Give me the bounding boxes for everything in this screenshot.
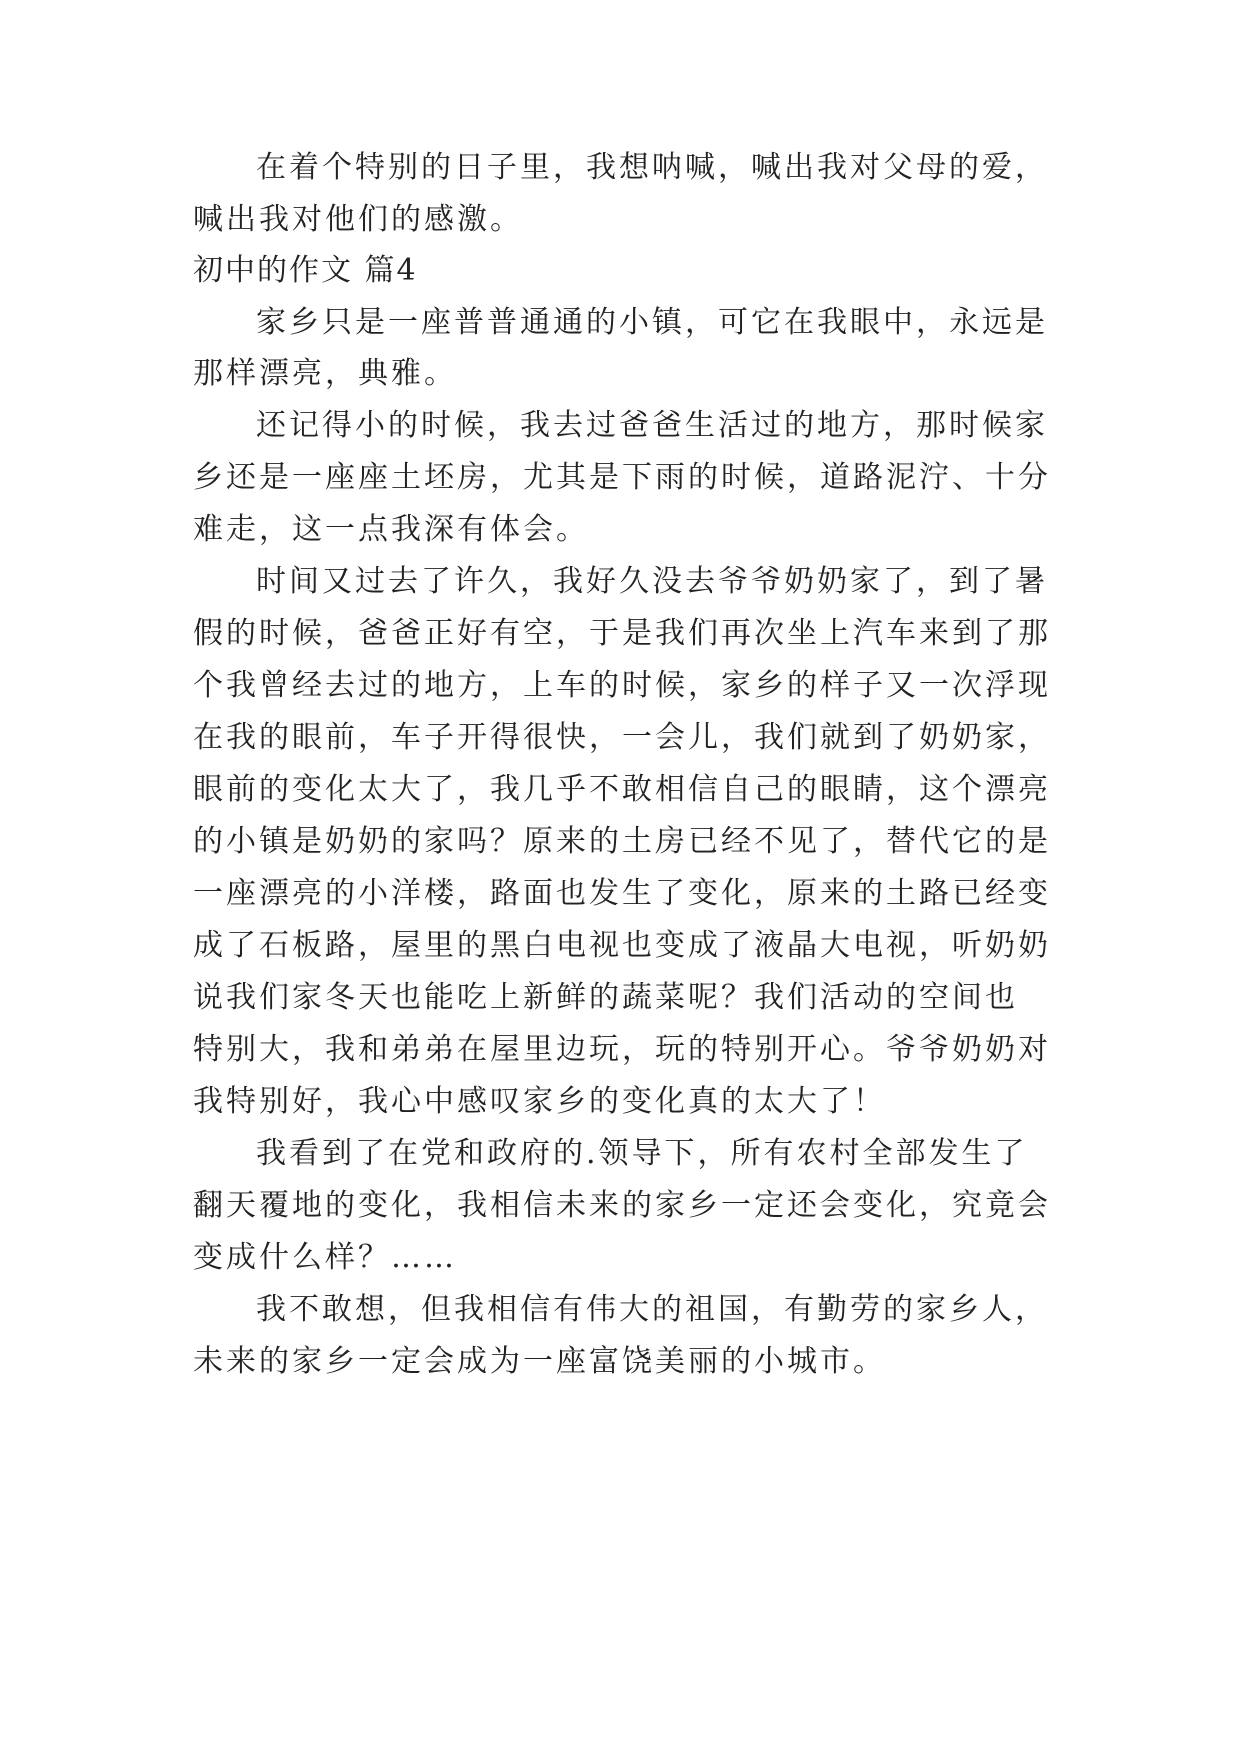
paragraph-line: 变成什么样？…… (193, 1240, 457, 1275)
paragraph-line: 我不敢想，但我相信有伟大的祖国，有勤劳的家乡人， (256, 1292, 1048, 1327)
paragraph-line: 个我曾经去过的地方，上车的时候，家乡的样子又一次浮现 (193, 668, 1051, 703)
paragraph-line: 我特别好，我心中感叹家乡的变化真的太大了！ (193, 1084, 886, 1119)
paragraph-line: 翻天覆地的变化，我相信未来的家乡一定还会变化，究竟会 (193, 1188, 1051, 1223)
paragraph-line: 难走，这一点我深有体会。 (193, 512, 589, 547)
section-heading: 初中的作文 篇4 (193, 253, 418, 288)
paragraph-line: 乡还是一座座土坯房，尤其是下雨的时候，道路泥泞、十分 (193, 460, 1051, 495)
paragraph-line: 还记得小的时候，我去过爸爸生活过的地方，那时候家 (256, 408, 1048, 443)
paragraph-line: 未来的家乡一定会成为一座富饶美丽的小城市。 (193, 1344, 886, 1379)
paragraph-line: 喊出我对他们的感激。 (193, 202, 523, 237)
paragraph-line: 眼前的变化太大了，我几乎不敢相信自己的眼睛，这个漂亮 (193, 772, 1051, 807)
paragraph-line: 说我们家冬天也能吃上新鲜的蔬菜呢？我们活动的空间也 (193, 980, 1018, 1015)
paragraph-line: 在着个特别的日子里，我想呐喊，喊出我对父母的爱， (256, 150, 1048, 185)
paragraph-line: 成了石板路，屋里的黑白电视也变成了液晶大电视，听奶奶 (193, 928, 1051, 963)
paragraph-line: 假的时候，爸爸正好有空，于是我们再次坐上汽车来到了那 (193, 616, 1051, 651)
paragraph-line: 那样漂亮，典雅。 (193, 356, 457, 391)
paragraph-line: 我看到了在党和政府的.领导下，所有农村全部发生了 (256, 1136, 1028, 1171)
paragraph-line: 一座漂亮的小洋楼，路面也发生了变化，原来的土路已经变 (193, 876, 1051, 911)
paragraph-line: 的小镇是奶奶的家吗？原来的土房已经不见了，替代它的是 (193, 824, 1051, 859)
paragraph-line: 家乡只是一座普普通通的小镇，可它在我眼中，永远是 (256, 305, 1048, 340)
paragraph-line: 时间又过去了许久，我好久没去爷爷奶奶家了，到了暑 (256, 564, 1048, 599)
paragraph-line: 特别大，我和弟弟在屋里边玩，玩的特别开心。爷爷奶奶对 (193, 1032, 1051, 1067)
paragraph-line: 在我的眼前，车子开得很快，一会儿，我们就到了奶奶家， (193, 720, 1051, 755)
